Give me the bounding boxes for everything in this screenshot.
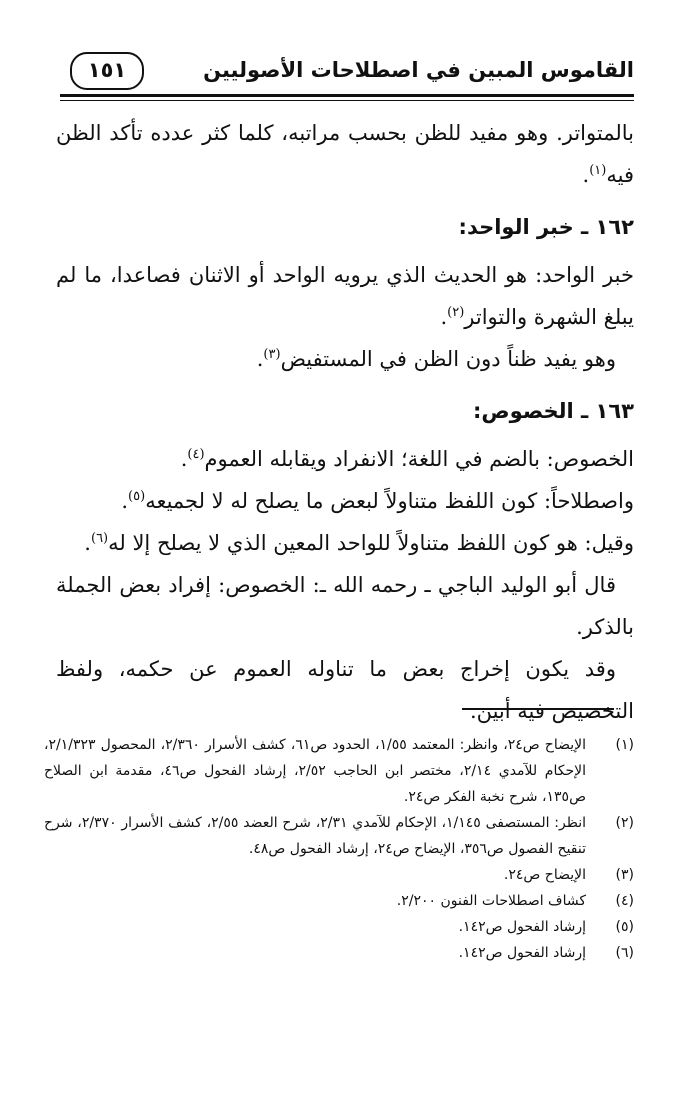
footnote-text: إرشاد الفحول ص١٤٢.: [458, 919, 586, 935]
header-rule-thin: [60, 100, 634, 101]
footnote-mark: (٣): [615, 867, 634, 883]
entry-162-definition: خبر الواحد: هو الحديث الذي يرويه الواحد أو الاثنان فصاعدا، ما لم يبلغ الشهرة والتواتر$^{(٢)}$.: [56, 263, 634, 329]
footnote-ref: (٢): [447, 305, 465, 320]
footnote-text: الإيضاح ص٢٤.: [503, 867, 586, 883]
footnote-item: [44, 732, 634, 810]
footnote-separator: [462, 708, 614, 710]
footnote-mark: (٤): [615, 893, 634, 909]
footnote-mark: (٢): [615, 815, 634, 831]
entry-heading-162: ١٦٢ ـ خبر الواحد:: [458, 215, 634, 239]
footnote-mark: (٦): [615, 945, 634, 961]
entry-163-technical: واصطلاحاً: كون اللفظ متناولاً لبعض ما يصلح له لا لجميعه$^{(٥)}$.: [121, 489, 634, 513]
entry-163-closing: وقد يكون إخراج بعض ما تناوله العموم عن حكمه، ولفظ التخصيص فيه أبين.: [56, 657, 634, 723]
footnote-ref: (١): [589, 163, 607, 178]
footnote-text: الإيضاح ص٢٤، وانظر: المعتمد ١/٥٥، الحدود ص٦١، كشف الأسرار ٢/٣٦٠، المحصول ٢/١/٣٢٣، الإحكام للآمدي ٢/١٤، مختصر ابن الحاجب ٢/٥٢، إرشاد الفحول ص٤٦، مقدمة ابن الصلاح ص١٣٥، شرح نخبة الفكر ص٢٤.: [44, 737, 587, 805]
footnote-text: انظر: المستصفى ١/١٤٥، الإحكام للآمدي ٢/٣١، شرح العضد ٢/٥٥، كشف الأسرار ٢/٣٧٠، شرح تنقيح الفصول ص٣٥٦، الإيضاح ص٢٤، إرشاد الفحول ص٤٨.: [44, 815, 586, 857]
entry-163-alternative: وقيل: هو كون اللفظ متناولاً للواحد المعين الذي لا يصلح إلا له$^{(٦)}$.: [84, 531, 634, 555]
page-header: [60, 52, 634, 92]
footnote-item: [44, 914, 634, 940]
running-title: القاموس المبين في اصطلاحات الأصوليين: [203, 58, 634, 82]
footnote-mark: (٥): [615, 919, 634, 935]
footnote-item: [44, 940, 634, 966]
entry-heading-163: ١٦٣ ـ الخصوص:: [473, 399, 634, 423]
header-rule-thick: [60, 94, 634, 97]
footnote-mark: (١): [615, 737, 634, 753]
footnotes: [44, 732, 634, 966]
footnote-item: [44, 862, 634, 888]
entry-162-note: وهو يفيد ظناً دون الظن في المستفيض$^{(٣)}$.: [256, 347, 616, 371]
entry-163-baji-quote: قال أبو الوليد الباجي ـ رحمه الله ـ: الخصوص: إفراد بعض الجملة بالذكر.: [56, 573, 634, 639]
main-text: [56, 112, 634, 732]
footnote-ref: (٦): [90, 531, 109, 546]
intro-paragraph: بالمتواتر. وهو مفيد للظن بحسب مراتبه، كلما كثر عدده تأكد الظن فيه$^{(١)}$.: [56, 121, 634, 187]
footnote-item: [44, 810, 634, 862]
footnote-text: إرشاد الفحول ص١٤٢.: [458, 945, 586, 961]
footnote-ref: (٣): [263, 347, 281, 362]
footnote-ref: (٥): [128, 489, 146, 504]
footnote-ref: (٤): [187, 447, 205, 462]
entry-163-linguistic: الخصوص: بالضم في اللغة؛ الانفراد ويقابله العموم$^{(٤)}$.: [180, 447, 634, 471]
footnote-item: [44, 888, 634, 914]
footnote-text: كشاف اصطلاحات الفنون ٢/٢٠٠.: [396, 893, 586, 909]
page-number: ١٥١: [70, 52, 144, 90]
